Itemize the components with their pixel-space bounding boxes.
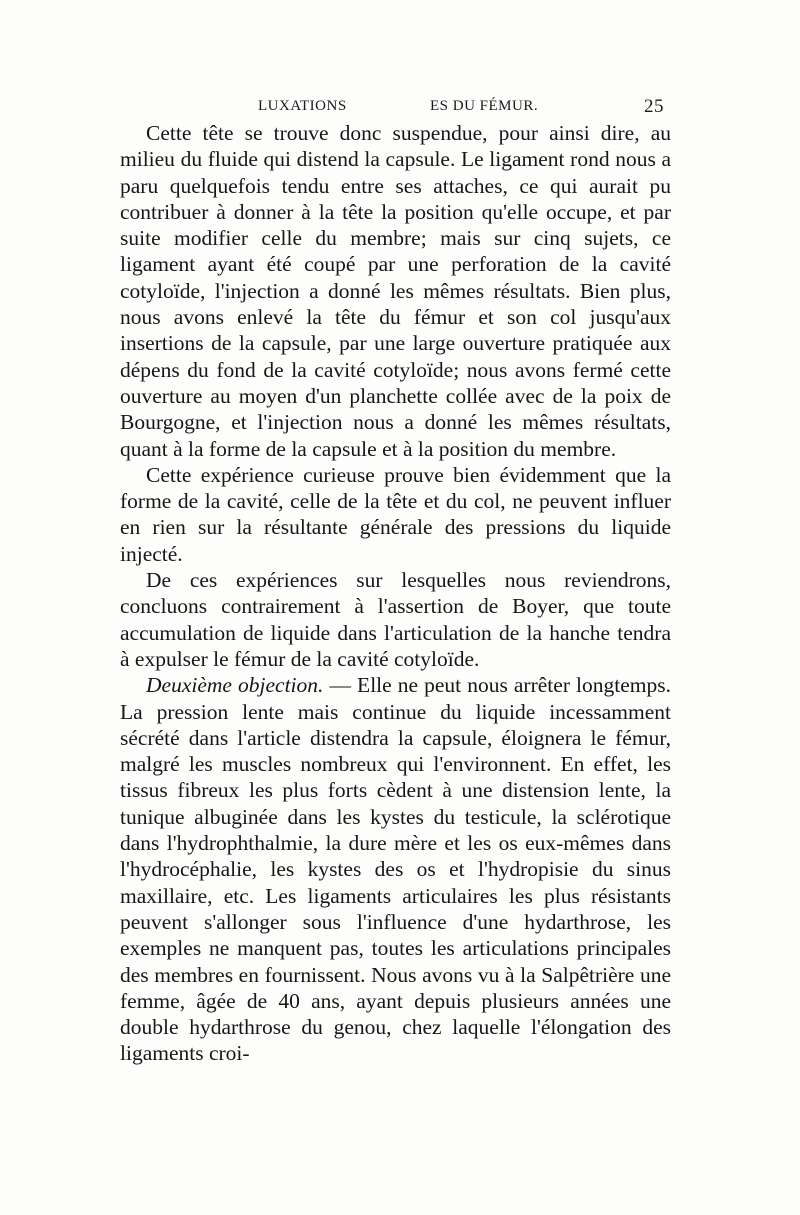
paragraph: Cette tête se trouve donc suspendue, pour ainsi dire, au milieu du fluide qui distend la capsule. Le ligament rond nous a paru quelquefois tendu entre ses attaches, ce qui aurait pu contribuer à donner à la tête la position qu'elle occupe, et par suite modifier celle du membre; mais sur cinq sujets, ce ligament ayant été coupé par une perforation de la cavité cotyloïde, l'injection a donné les mêmes résultats. Bien plus, nous avons enlevé la tête du fémur et son col jusqu'aux insertions de la capsule, par une large ouverture pratiquée aux dépens du fond de la cavité cotyloïde; nous avons fermé cette ouverture au moyen d'un planchette collée avec de la poix de Bourgogne, et l'injection nous a donné les mêmes résultats, quant à la forme de la capsule et à la position du membre. [120, 121, 671, 461]
paragraph [120, 672, 671, 1066]
paragraph: Cette expérience curieuse prouve bien évidemment que la forme de la cavité, celle de la tête et du col, ne peuvent influer en rien sur la résultante générale des pressions du liquide injecté. [120, 462, 671, 566]
running-header [258, 98, 664, 120]
running-title-left: LUXATIONS [258, 98, 347, 114]
paragraph: De ces expériences sur lesquelles nous reviendrons, concluons contrairement à l'assertion de Boyer, que toute accumulation de liquide dans l'articulation de la hanche tendra à expulser le fémur de la cavité cotyloïde. [120, 568, 671, 671]
body-text [120, 120, 671, 1067]
page-number: 25 [644, 96, 664, 117]
paragraph-text: — Elle ne peut nous arrêter longtemps. La pression lente mais continue du liquide incessamment sécrété dans l'article distendra la capsule, éloignera le fémur, malgré les muscles nombreux qui l'environnent. En effet, les tissus fibreux les plus forts cèdent à une distension lente, la tunique albuginée dans les kystes du testicule, la sclérotique dans l'hydrophthalmie, la dure mère et les os eux-mêmes dans l'hydrocéphalie, les kystes des os et l'hydropisie du sinus maxillaire, etc. Les ligaments articulaires les plus résistants peuvent s'allonger sous l'influence d'une hydarthrose, les exemples ne manquent pas, toutes les articulations principales des membres en fournissent. Nous avons vu à la Salpêtrière une femme, âgée de 40 ans, ayant depuis plusieurs années une double hydarthrose du genou, chez laquelle l'élongation des ligaments croi- [120, 673, 672, 1066]
section-lead: Deuxième objection. [146, 673, 324, 698]
running-title-center: ES DU FÉMUR. [430, 98, 539, 114]
